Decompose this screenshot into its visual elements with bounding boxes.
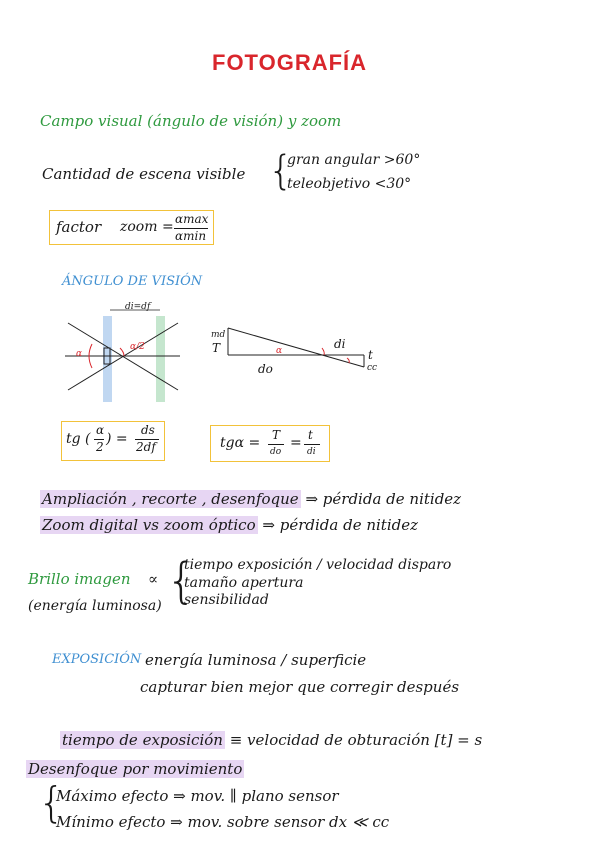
t-label: t bbox=[368, 348, 373, 362]
ampliacion-text bbox=[40, 490, 461, 508]
formula2-f1-den: do bbox=[270, 447, 282, 457]
gran-angular-text: gran angular >60° bbox=[287, 152, 421, 168]
page-title: FOTOGRAFÍA bbox=[212, 50, 368, 75]
do-label: do bbox=[258, 362, 273, 376]
formula1-frac-num: α bbox=[96, 423, 105, 437]
desenfoque-heading bbox=[26, 760, 244, 778]
ampliacion-highlight: Ampliación , recorte , desenfoque bbox=[42, 490, 299, 508]
tiempo-eq: ≡ velocidad de obturación [t] = s bbox=[229, 731, 483, 749]
alpha-label-left: α bbox=[76, 349, 83, 359]
formula2-eq: = bbox=[290, 435, 302, 451]
formula2-f2-num: t bbox=[308, 428, 313, 442]
brillo-item-sensibilidad: sensibilidad bbox=[184, 592, 269, 608]
exposicion-definition: energía luminosa / superficie bbox=[145, 651, 367, 669]
similar-triangles-diagram bbox=[222, 322, 372, 372]
di-df-label: di=df bbox=[125, 302, 151, 312]
formula1-frac-den: 2 bbox=[96, 440, 104, 454]
desenfoque-highlight: Desenfoque por movimiento bbox=[28, 760, 243, 778]
brace-icon: { bbox=[166, 553, 197, 609]
exposicion-label: EXPOSICIÓN bbox=[52, 652, 142, 667]
alpha-min-text: αmin bbox=[175, 229, 207, 243]
T-label: T bbox=[212, 341, 221, 355]
formula2-lhs: tgα = bbox=[220, 435, 261, 451]
formula2-f1-line bbox=[268, 444, 284, 445]
maximo-efecto-text: Máximo efecto ⇒ mov. ∥ plano sensor bbox=[56, 787, 339, 805]
formula1-lhs: tg ( bbox=[66, 431, 91, 447]
formula1-rhs-den: 2df bbox=[136, 440, 156, 454]
zoom-digital-result: ⇒ pérdida de nitidez bbox=[262, 516, 419, 534]
md-label: md bbox=[211, 330, 226, 340]
formula2-f1-num: T bbox=[272, 428, 281, 442]
zoom-eq-label: zoom = bbox=[120, 219, 174, 235]
alpha-max-text: αmax bbox=[175, 212, 209, 226]
teleobjetivo-text: teleobjetivo <30° bbox=[287, 176, 412, 192]
zoom-digital-text bbox=[40, 516, 418, 534]
brillo-item-tiempo: tiempo exposición / velocidad disparo bbox=[184, 557, 452, 573]
capturar-text: capturar bien mejor que corregir después bbox=[140, 678, 460, 696]
zoom-digital-highlight: Zoom digital vs zoom óptico bbox=[42, 516, 256, 534]
proporcional-symbol: ∝ bbox=[148, 570, 159, 588]
section-heading-angulo: ÁNGULO DE VISIÓN bbox=[62, 274, 203, 289]
energia-label: (energía luminosa) bbox=[28, 598, 162, 614]
factor-label: factor bbox=[56, 218, 102, 236]
section-heading-campo-visual: Campo visual (ángulo de visión) y zoom bbox=[40, 112, 342, 130]
tiempo-exposicion-line bbox=[60, 731, 482, 749]
minimo-efecto-text: Mínimo efecto ⇒ mov. sobre sensor dx ≪ cc bbox=[56, 813, 390, 831]
formula1-close: ) = bbox=[106, 431, 128, 447]
brace-icon: { bbox=[268, 148, 294, 194]
alpha-half-label: α/2 bbox=[130, 342, 145, 352]
formula2-f2-line bbox=[304, 444, 320, 445]
formula1-rhs-num: ds bbox=[141, 423, 155, 437]
tiempo-highlight: tiempo de exposición bbox=[62, 731, 223, 749]
green-sensor-band bbox=[156, 316, 165, 402]
formula2-f2-den: di bbox=[307, 447, 316, 457]
alpha-label-right: α bbox=[276, 346, 283, 356]
ampliacion-result: ⇒ pérdida de nitidez bbox=[305, 490, 462, 508]
brillo-item-apertura: tamaño apertura bbox=[184, 575, 304, 591]
brillo-label: Brillo imagen bbox=[28, 570, 131, 588]
brace-icon: { bbox=[38, 778, 65, 827]
cantidad-escena-label: Cantidad de escena visible bbox=[42, 165, 246, 183]
di-label: di bbox=[334, 337, 346, 351]
cc-label: cc bbox=[367, 363, 378, 373]
